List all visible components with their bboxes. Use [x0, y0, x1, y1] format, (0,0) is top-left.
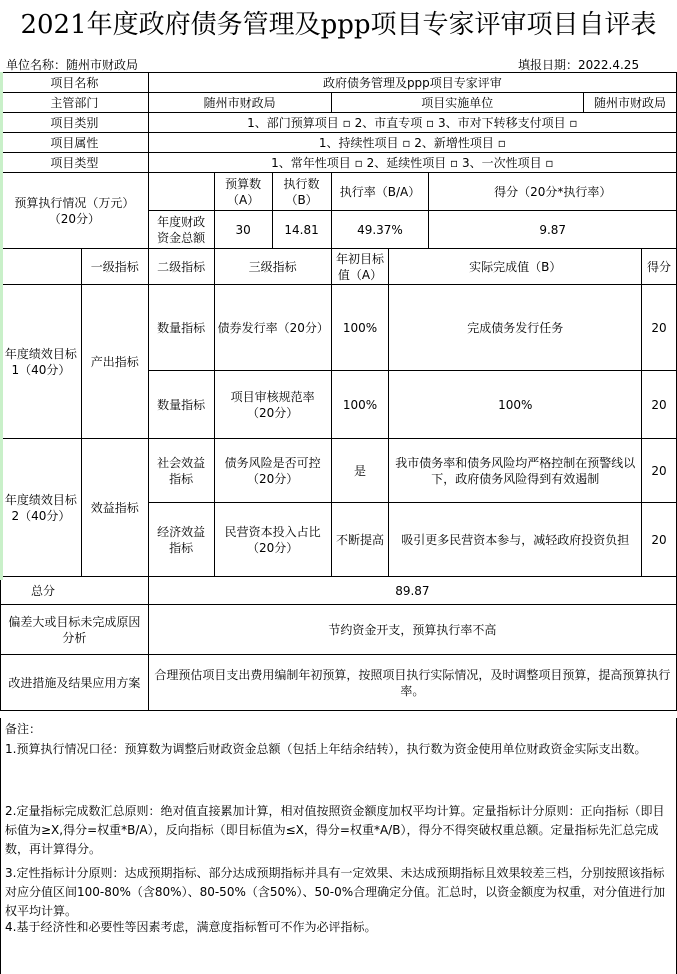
budget-value: 30 — [214, 211, 272, 249]
table-row — [1, 285, 677, 371]
goal2-row1-actual: 我市债务率和债务风险均严格控制在预警线以下，政府债务风险得到有效遏制 — [389, 439, 641, 503]
score-col-header: 得分 — [641, 249, 676, 285]
improvement-value: 合理预估项目支出费用编制年初预算，按照项目执行实际情况，及时调整项目预算，提高预算执行率。 — [148, 655, 676, 711]
goal1-row1-level2: 数量指标 — [148, 285, 214, 371]
goal1-row1-actual: 完成债务发行任务 — [389, 285, 641, 371]
goal2-row2-actual: 吸引更多民营资本参与，减轻政府投资负担 — [389, 503, 641, 577]
goal2-label: 年度绩效目标2（40分） — [1, 439, 82, 577]
category-value: 1、部门预算项目 ▫ 2、市直专项 ▫ 3、市对下转移支付项目 ▫ — [148, 113, 676, 133]
goal2-level1: 效益指标 — [81, 439, 148, 577]
dept-label: 主管部门 — [1, 93, 149, 113]
note-item: 1.预算执行情况口径：预算数为调整后财政资金总额（包括上年结余结转），执行数为资金使用单位财政资金实际支出数。 — [5, 742, 647, 756]
attribute-value: 1、持续性项目 ▫ 2、新增性项目 ▫ — [148, 133, 676, 153]
budget-score-value: 9.87 — [429, 211, 677, 249]
table-row — [1, 439, 677, 503]
improvement-label: 改进措施及结果应用方案 — [1, 655, 149, 711]
exec-header-b: 执行数（B） — [272, 173, 331, 211]
dept-value: 随州市财政局 — [148, 93, 331, 113]
project-name-label: 项目名称 — [1, 73, 149, 93]
actual-header: 实际完成值（B） — [389, 249, 641, 285]
report-date: 填报日期：2022.4.25 — [518, 58, 640, 72]
goal1-row2-level2: 数量指标 — [148, 371, 214, 439]
total-value: 89.87 — [148, 577, 676, 605]
project-name-value: 政府债务管理及ppp项目专家评审 — [148, 73, 676, 93]
fiscal-funds-label: 年度财政资金总额 — [148, 211, 214, 249]
impl-unit-label: 项目实施单位 — [331, 93, 584, 113]
note-item: 2.定量指标完成数汇总原则：绝对值直接累加计算，相对值按照资金额度加权平均计算。定量指标计分原则：正向指标（即目标值为≥X,得分=权重*B/A），反向指标（即目标值为≤X，得分=权重*A/B），得分不得突破权重总额。定量指标先汇总完成数，再计算得分。 — [5, 804, 665, 856]
notes-heading: 备注： — [5, 722, 42, 736]
goal1-level1: 产出指标 — [81, 285, 148, 439]
score-header: 得分（20分*执行率） — [429, 173, 677, 211]
page-title: 2021年度政府债务管理及ppp项目专家评审项目自评表 — [20, 10, 657, 40]
unit-name: 单位名称：随州市财政局 — [6, 58, 139, 72]
exec-value: 14.81 — [272, 211, 331, 249]
goal1-row2-actual: 100% — [389, 371, 641, 439]
goal2-row1-level3: 债务风险是否可控（20分） — [214, 439, 331, 503]
goal2-row1-score: 20 — [641, 439, 676, 503]
notes-section — [0, 718, 677, 974]
level2-header: 二级指标 — [148, 249, 214, 285]
budget-label: 预算执行情况（万元）（20分） — [1, 173, 149, 249]
evaluation-table — [0, 72, 677, 711]
goal2-row2-target: 不断提高 — [331, 503, 389, 577]
type-label: 项目类型 — [1, 153, 149, 173]
goal1-row2-score: 20 — [641, 371, 676, 439]
selection-edge-mark — [0, 72, 3, 580]
level3-header: 三级指标 — [214, 249, 331, 285]
impl-unit-value: 随州市财政局 — [584, 93, 677, 113]
goal1-row1-score: 20 — [641, 285, 676, 371]
goal2-row2-level3: 民营资本投入占比（20分） — [214, 503, 331, 577]
rate-value: 49.37% — [331, 211, 429, 249]
goal2-row1-target: 是 — [331, 439, 389, 503]
category-label: 项目类别 — [1, 113, 149, 133]
level1-header: 一级指标 — [81, 249, 148, 285]
target-header: 年初目标值（A） — [331, 249, 389, 285]
goal1-row1-level3: 债券发行率（20分） — [214, 285, 331, 371]
goal1-label: 年度绩效目标1（40分） — [1, 285, 82, 439]
deviation-label: 偏差大或目标未完成原因分析 — [1, 605, 149, 655]
goal1-row1-target: 100% — [331, 285, 389, 371]
note-item: 4.基于经济性和必要性等因素考虑，满意度指标暂可不作为必评指标。 — [5, 920, 377, 934]
rate-header: 执行率（B/A） — [331, 173, 429, 211]
note-item: 3.定性指标计分原则：达成预期指标、部分达成预期指标并具有一定效果、未达成预期指标且效果较差三档，分别按照该指标对应分值区间100-80%（含80%）、80-50%（含50%）、50-0%合理确定分值。汇总时，以资金额度为权重，对分值进行加权平均计算。 — [5, 866, 666, 918]
goal1-row2-target: 100% — [331, 371, 389, 439]
unit-info-line — [0, 54, 677, 72]
deviation-value: 节约资金开支，预算执行率不高 — [148, 605, 676, 655]
type-value: 1、常年性项目 ▫ 2、延续性项目 ▫ 3、一次性项目 ▫ — [148, 153, 676, 173]
attribute-label: 项目属性 — [1, 133, 149, 153]
goal2-row2-level2: 经济效益指标 — [148, 503, 214, 577]
total-label: 总分 — [1, 577, 149, 605]
goal2-row1-level2: 社会效益指标 — [148, 439, 214, 503]
goal1-row2-level3: 项目审核规范率（20分） — [214, 371, 331, 439]
goal2-row2-score: 20 — [641, 503, 676, 577]
budget-header-a: 预算数（A） — [214, 173, 272, 211]
